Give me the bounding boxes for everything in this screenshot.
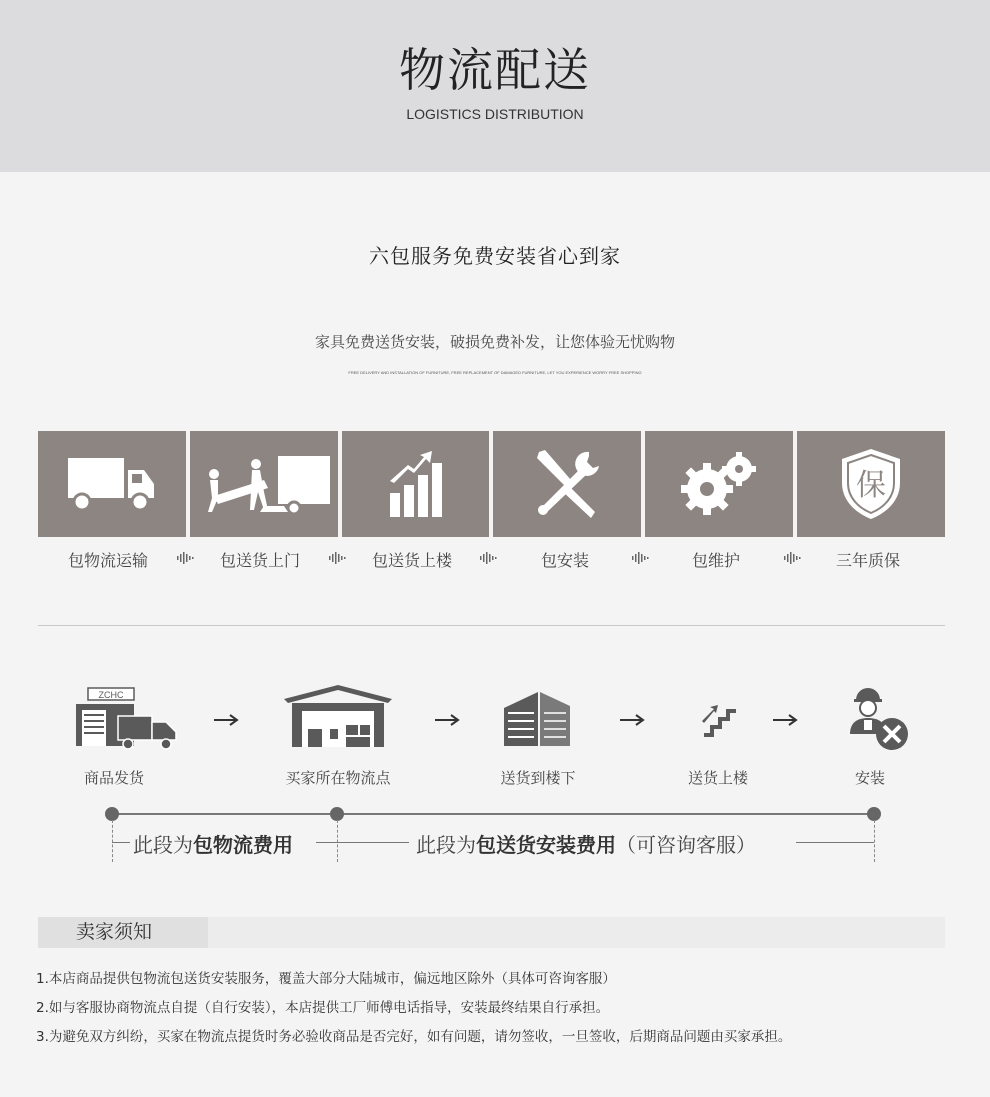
timeline-bracket-line	[112, 842, 130, 843]
flow-step-label: 送货到楼下	[500, 769, 576, 787]
timeline-dot	[330, 807, 344, 821]
flow-step-label: 安装	[854, 769, 885, 787]
gears-icon	[677, 451, 761, 517]
notice-item: 1.本店商品提供包物流包送货安装服务，覆盖大部分大陆城市，偏远地区除外（具体可咨询客服）	[36, 971, 616, 987]
segment-delivery-install-fee	[416, 829, 756, 858]
timeline-bracket-line	[337, 842, 409, 843]
segment-logistics-fee	[133, 829, 293, 858]
timeline-line	[112, 813, 874, 815]
flow-step-label: 买家所在物流点	[285, 769, 391, 787]
warranty-badge-text: 保	[856, 468, 887, 503]
arrow-right-icon	[618, 712, 648, 728]
delivery-men-icon	[194, 452, 334, 516]
timeline-dot	[105, 807, 119, 821]
timeline-bracket	[337, 820, 338, 862]
sound-wave-separator-icon	[784, 551, 802, 565]
notice-item: 2.如与客服协商物流点自提（自行安装），本店提供工厂师傅电话指导，安装最终结果自行承担。	[36, 1000, 610, 1016]
service-description: 家具免费送货安装，破损免费补发，让您体验无忧购物	[314, 333, 675, 351]
rising-bars-icon	[386, 449, 446, 519]
service-tagline: 六包服务免费安装省心到家	[369, 244, 621, 268]
warehouse-truck-icon	[74, 686, 180, 752]
segment-prefix: 此段为	[133, 833, 193, 857]
flow-step-label: 商品发货	[83, 769, 144, 787]
flow-step-label: 送货上楼	[687, 769, 748, 787]
service-tile-installation	[493, 431, 641, 537]
service-description-en: FREE DELIVERY AND INSTALLATION OF FURNITURE, FREE REPLACEMENT OF DAMAGED FURNITURE, LET YOU EXPERIENCE WORRY FREE SHOPPING	[348, 370, 642, 375]
service-tile-home-delivery	[190, 431, 338, 537]
arrow-right-icon	[771, 712, 801, 728]
section-divider	[38, 625, 945, 626]
segment-highlight: 包物流费用	[193, 833, 293, 857]
timeline-bracket-line	[796, 842, 874, 843]
logistics-depot-icon	[284, 685, 392, 703]
page-subtitle: LOGISTICS DISTRIBUTION	[406, 106, 584, 122]
wrench-screwdriver-icon	[531, 448, 603, 520]
service-label: 包安装	[540, 551, 589, 570]
service-label: 三年质保	[835, 551, 900, 570]
sound-wave-separator-icon	[480, 551, 498, 565]
segment-note: （可咨询客服）	[616, 833, 756, 857]
arrow-right-icon	[212, 712, 242, 728]
segment-prefix: 此段为	[416, 833, 476, 857]
notice-title: 卖家须知	[38, 917, 208, 948]
header-banner	[0, 0, 990, 172]
service-label: 包送货上门	[219, 551, 300, 570]
service-label: 包送货上楼	[371, 551, 452, 570]
building-icon	[504, 690, 570, 748]
timeline-bracket-line	[316, 842, 337, 843]
installer-icon	[846, 686, 910, 752]
service-tile-transport	[38, 431, 186, 537]
timeline-bracket	[112, 820, 113, 862]
sound-wave-separator-icon	[329, 551, 347, 565]
timeline-dot	[867, 807, 881, 821]
service-tile-warranty	[797, 431, 945, 537]
service-tile-maintenance	[645, 431, 793, 537]
service-tiles	[38, 431, 945, 537]
shop-sign-text: ZCHC	[98, 690, 124, 700]
shield-icon	[838, 447, 904, 521]
sound-wave-separator-icon	[632, 551, 650, 565]
sound-wave-separator-icon	[177, 551, 195, 565]
truck-icon	[66, 454, 158, 514]
timeline-bracket	[874, 820, 875, 862]
segment-highlight: 包送货安装费用	[476, 833, 616, 857]
service-tile-upstairs	[342, 431, 490, 537]
service-label: 包维护	[691, 551, 740, 570]
notice-item: 3.为避免双方纠纷，买家在物流点提货时务必验收商品是否完好，如有问题，请勿签收，一旦签收，后期商品问题由买家承担。	[36, 1029, 792, 1045]
page-title: 物流配送	[399, 43, 591, 97]
stairs-icon	[700, 703, 740, 737]
arrow-right-icon	[433, 712, 463, 728]
service-label: 包物流运输	[67, 551, 148, 570]
